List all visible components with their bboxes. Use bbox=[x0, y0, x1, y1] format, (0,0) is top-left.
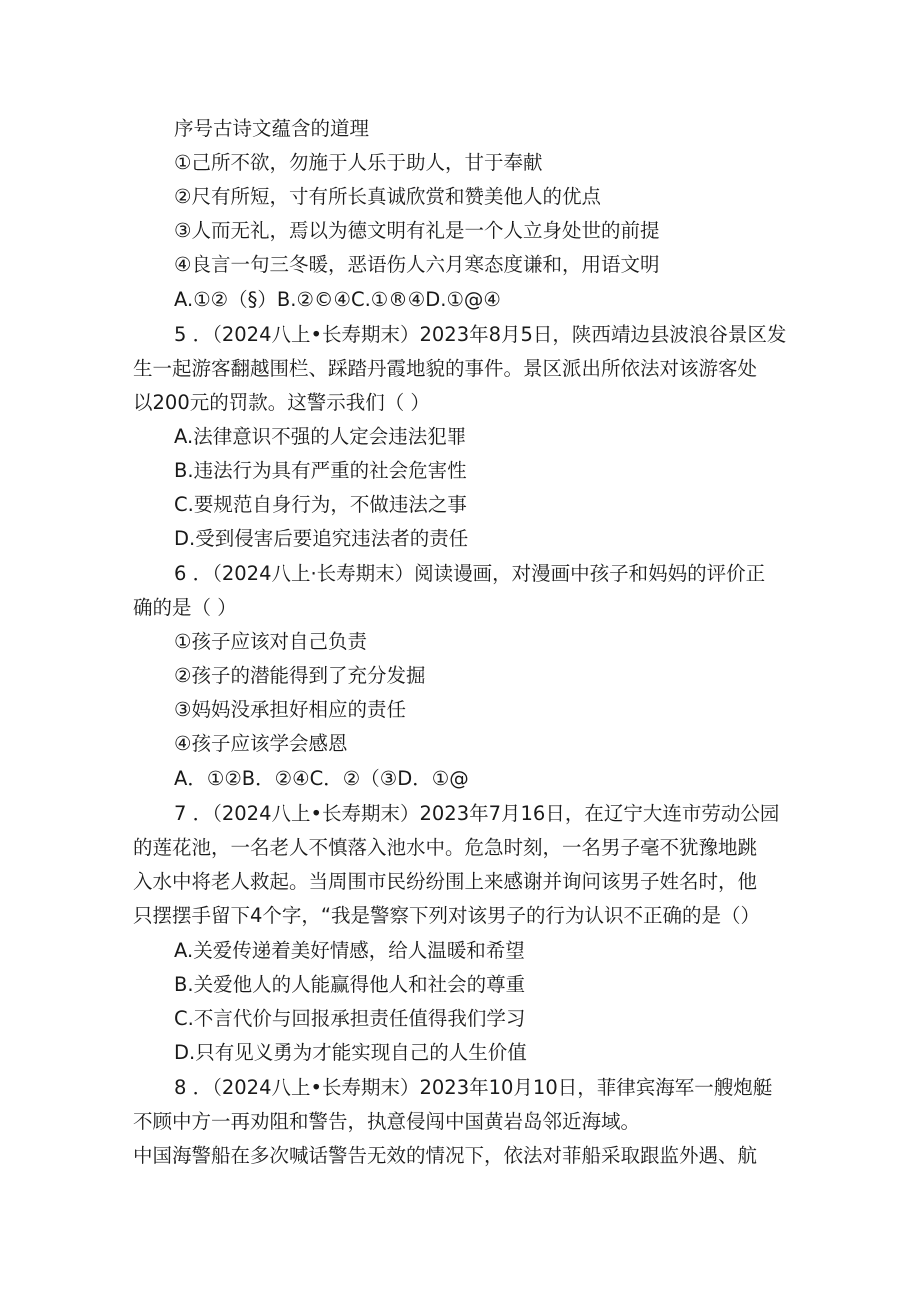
table-row: ②尺有所短，寸有所长真诚欣赏和赞美他人的优点 bbox=[174, 185, 601, 208]
q7-stem-line: 入水中将老人救起。当周围市民纷纷围上来感谢并询问该男子姓名时，他 bbox=[133, 870, 758, 893]
q8-stem-line: 8 ．（2024八上•长寿期末）2023年10月10日，菲律宾海军一艘炮艇 bbox=[174, 1076, 773, 1099]
q6-statement: ①孩子应该对自己负责 bbox=[174, 630, 367, 653]
q5-stem-line: 生一起游客翻越围栏、踩踏丹霞地貌的事件。景区派出所依法对该游客处 bbox=[133, 357, 758, 380]
q7-stem-line: 只摆摆手留下4个字，“我是警察下列对该男子的行为认识不正确的是（） bbox=[133, 904, 761, 927]
q4-answer-options: A.①②（§）B.②©④C.①®④D.①@④ bbox=[174, 288, 501, 311]
q5-option-c: C.要规范自身行为，不做违法之事 bbox=[174, 493, 467, 516]
q5-stem-line: 以200元的罚款。这警示我们（ ） bbox=[133, 391, 430, 414]
q7-stem-line: 的莲花池，一名老人不慎落入池水中。危急时刻，一名男子毫不犹豫地跳 bbox=[133, 836, 758, 859]
q8-stem-line: 不顾中方一再劝阻和警告，执意侵闯中国黄岩岛邻近海域。 bbox=[133, 1110, 641, 1133]
q6-statement: ④孩子应该学会感恩 bbox=[174, 732, 348, 755]
q6-answer-options: A．①②B．②④C．②（③D．①@ bbox=[174, 767, 469, 790]
q5-option-b: B.违法行为具有严重的社会危害性 bbox=[174, 459, 467, 482]
q5-option-a: A.法律意识不强的人定会违法犯罪 bbox=[174, 425, 467, 448]
table-header: 序号古诗文蕴含的道理 bbox=[174, 117, 370, 140]
q7-option-a: A.关爱传递着美好情感，给人温暖和希望 bbox=[174, 939, 525, 962]
q6-stem-line: 6 ．（2024八上·长寿期末）阅读谩画，对漫画中孩子和妈妈的评价正 bbox=[174, 562, 766, 585]
q7-option-b: B.关爱他人的人能赢得他人和社会的尊重 bbox=[174, 973, 526, 996]
q6-stem-line: 确的是（ ） bbox=[133, 596, 237, 619]
q5-stem-line: 5 ．（2024八上•长寿期末）2023年8月5日，陕西靖边县波浪谷景区发 bbox=[174, 323, 787, 346]
table-row: ③人而无礼，焉以为德文明有礼是一个人立身处世的前提 bbox=[174, 219, 660, 242]
q7-option-d: D.只有见义勇为才能实现自己的人生价值 bbox=[174, 1041, 527, 1064]
q7-stem-line: 7 ．（2024八上•长寿期末）2023年7月16日，在辽宁大连市劳动公园 bbox=[174, 802, 780, 825]
q6-statement: ②孩子的潜能得到了充分发掘 bbox=[174, 664, 426, 687]
q5-option-d: D.受到侵害后要追究违法者的责任 bbox=[174, 527, 469, 550]
table-row: ①己所不欲，勿施于人乐于助人，甘于奉献 bbox=[174, 151, 543, 174]
q8-stem-line: 中国海警船在多次喊话警告无效的情况下，依法对菲船采取跟监外遇、航 bbox=[133, 1144, 758, 1167]
table-row: ④良言一句三冬暖，恶语伤人六月寒态度谦和，用语文明 bbox=[174, 253, 660, 276]
q6-statement: ③妈妈没承担好相应的责任 bbox=[174, 698, 406, 721]
q7-option-c: C.不言代价与回报承担责任值得我们学习 bbox=[174, 1007, 526, 1030]
